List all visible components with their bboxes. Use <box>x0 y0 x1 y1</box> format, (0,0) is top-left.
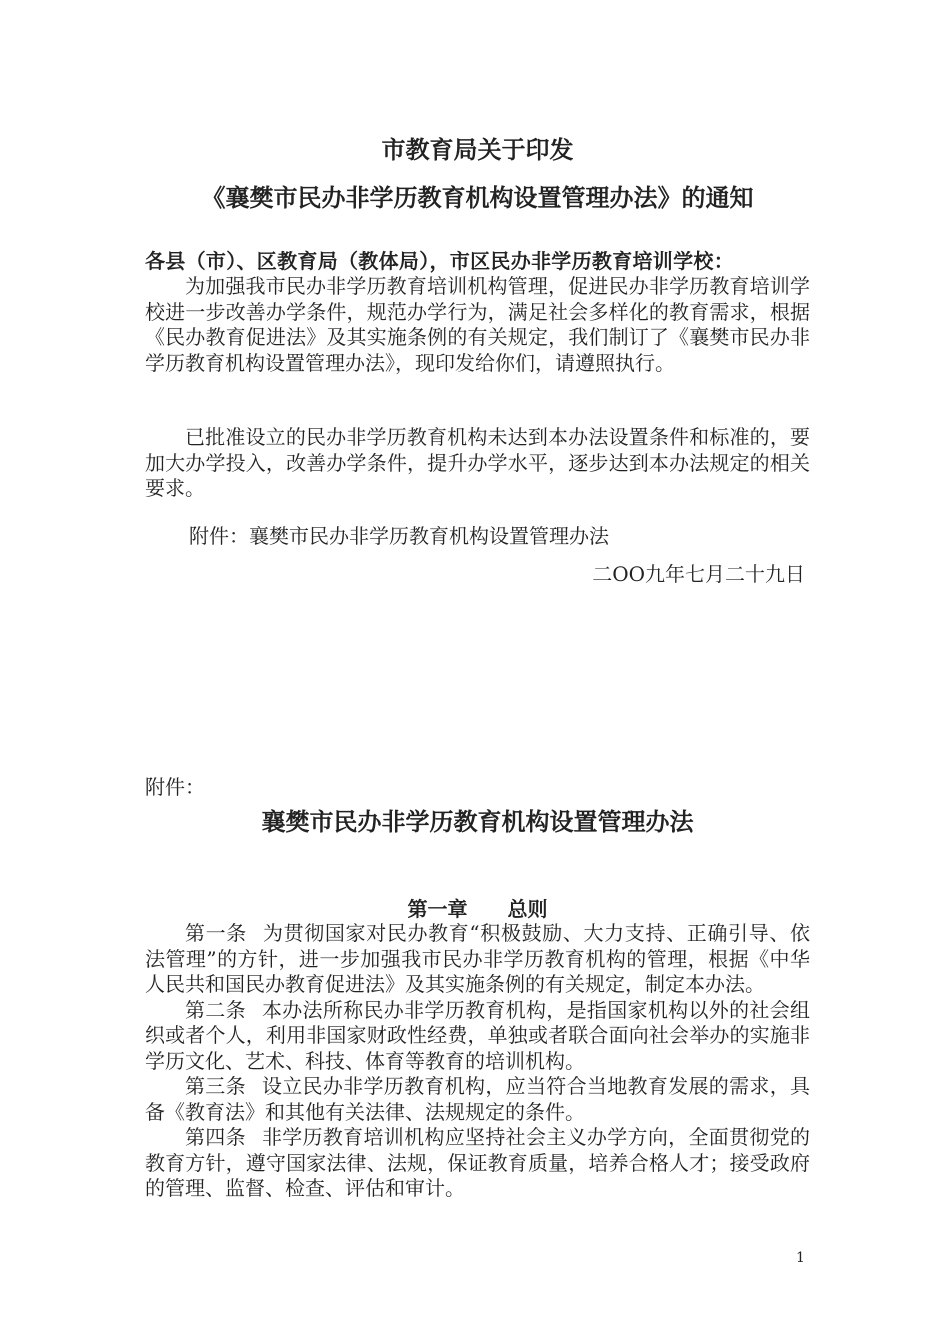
attachment-reference: 附件：襄樊市民办非学历教育机构设置管理办法 <box>189 524 609 548</box>
attachment-label: 附件： <box>145 775 205 799</box>
notice-title-line1: 市教育局关于印发 <box>381 135 574 164</box>
notice-paragraph-1: 为加强我市民办非学历教育培训机构管理，促进民办非学历教育培训学校进一步改善办学条件，规范办学行为，满足社会多样化的教育需求，根据《民办教育促进法》及其实施条例的有关规定，我们制订了《襄樊市民办非学历教育机构设置管理办法》，现印发给你们，请遵照执行。 <box>145 274 810 375</box>
article-label: 第四条 <box>185 1125 246 1149</box>
article-label: 第二条 <box>185 997 246 1022</box>
article-4 <box>145 1125 810 1202</box>
article-label: 第一条 <box>185 921 247 945</box>
salutation: 各县（市）、区教育局（教体局），市区民办非学历教育培训学校： <box>145 249 734 273</box>
issue-date: 二OO九年七月二十九日 <box>592 562 805 586</box>
article-2 <box>145 998 810 1075</box>
notice-title-line2: 《襄樊市民办非学历教育机构设置管理办法》的通知 <box>201 183 754 212</box>
articles-section <box>145 921 810 1202</box>
article-3 <box>145 1074 810 1125</box>
chapter-heading: 第一章 总则 <box>407 897 548 921</box>
page-number: 1 <box>796 1250 805 1266</box>
article-text: 本办法所称民办非学历教育机构，是指国家机构以外的社会组织或者个人，利用非国家财政性经费，单独或者联合面向社会举办的实施非学历文化、艺术、科技、体育等教育的培训机构。 <box>145 997 811 1073</box>
article-label: 第三条 <box>185 1074 246 1098</box>
article-text: 为贯彻国家对民办教育“积极鼓励、大力支持、正确引导、依法管理”的方针，进一步加强我市民办非学历教育机构的管理，根据《中华人民共和国民办教育促进法》及其实施条例的有关规定，制定本办法。 <box>145 921 811 996</box>
article-text: 设立民办非学历教育机构，应当符合当地教育发展的需求，具备《教育法》和其他有关法律、法规规定的条件。 <box>145 1074 811 1124</box>
notice-paragraph-2: 已批准设立的民办非学历教育机构未达到本办法设置条件和标准的，要加大办学投入，改善办学条件，提升办学水平，逐步达到本办法规定的相关要求。 <box>145 425 810 500</box>
article-text: 非学历教育培训机构应坚持社会主义办学方向，全面贯彻党的教育方针，遵守国家法律、法规，保证教育质量，培养合格人才；接受政府的管理、监督、检查、评估和审计。 <box>145 1125 811 1200</box>
article-1 <box>145 921 810 998</box>
attachment-title: 襄樊市民办非学历教育机构设置管理办法 <box>261 807 694 836</box>
